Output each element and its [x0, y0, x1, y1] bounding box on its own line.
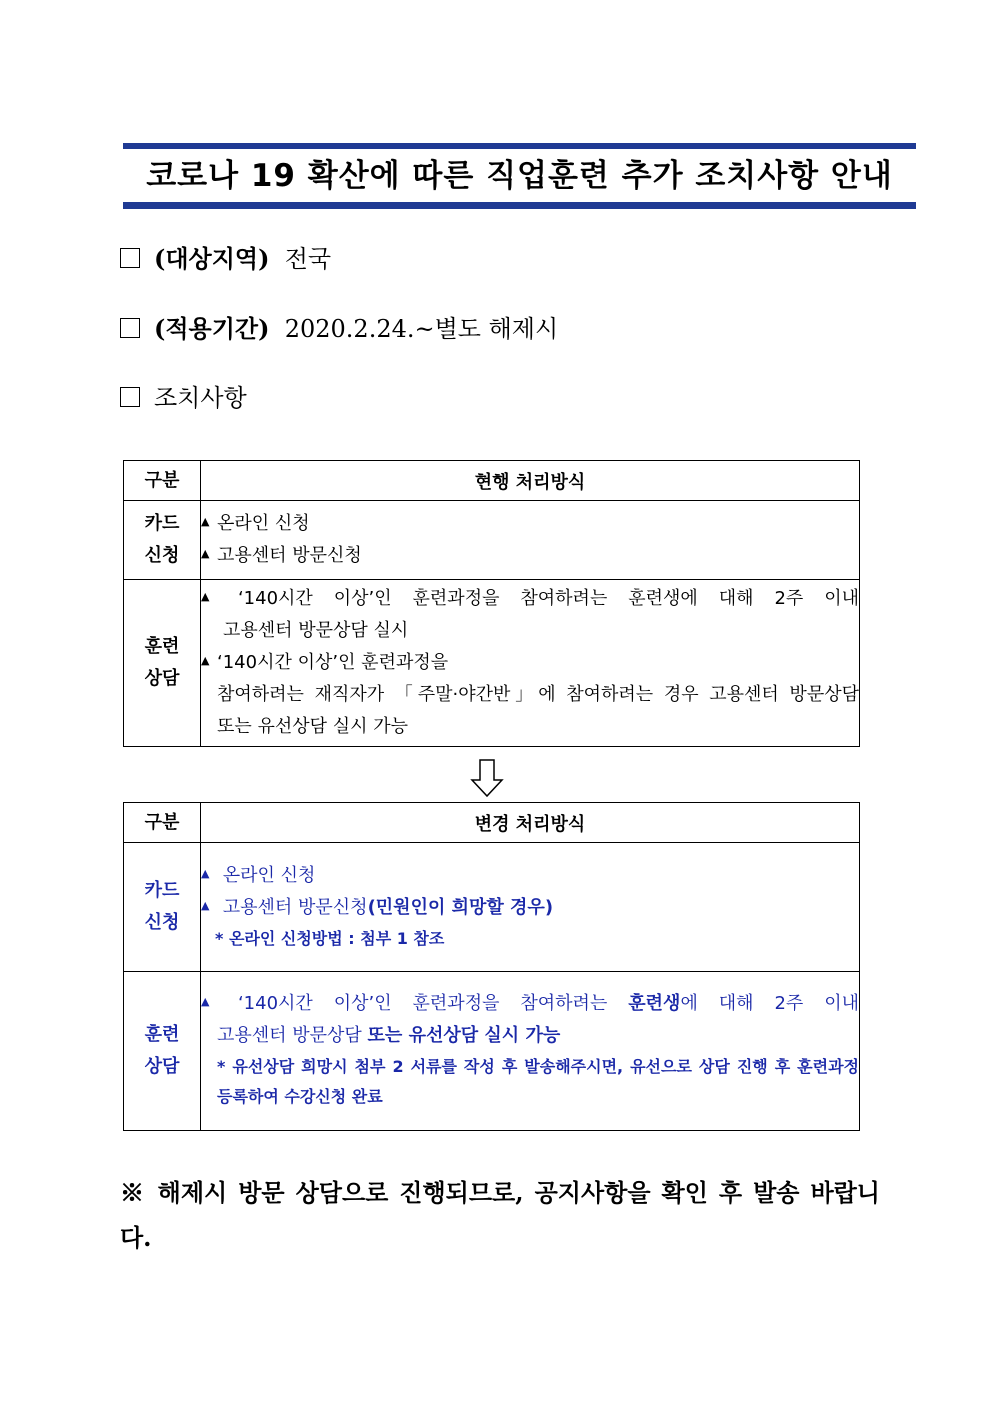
changed-card-content [201, 843, 860, 972]
triangle-bullet-icon: ▲ [201, 547, 210, 560]
title-top-bar [123, 143, 916, 149]
item-label: 조치사항 [154, 384, 247, 412]
checkbox-icon [120, 387, 140, 407]
list-item: ▲ ‘140시간 이상’인 훈련과정을 [201, 647, 859, 679]
list-item: ▲ 고용센터 방문신청 [201, 540, 859, 572]
list-item: ▲ 온라인 신청 [201, 508, 859, 540]
footer-notice: ※ 해제시 방문 상담으로 진행되므로, 공지사항을 확인 후 발송 바랍니다. [120, 1178, 880, 1252]
changed-method-table [123, 802, 860, 1131]
current-header-category: 구분 [124, 461, 201, 501]
list-item-continuation: 고용센터 방문상담 또는 유선상담 실시 가능 [217, 1025, 561, 1046]
item-measures [120, 381, 247, 415]
triangle-bullet-icon: ▲ [201, 654, 210, 667]
item-label: (적용기간) [154, 314, 270, 343]
triangle-bullet-icon: ▲ [201, 867, 210, 880]
triangle-bullet-icon: ▲ [201, 899, 210, 912]
checkbox-icon [120, 318, 140, 338]
current-card-category: 카드 신청 [124, 501, 201, 580]
item-period [120, 312, 558, 346]
current-method-table [123, 460, 860, 747]
item-label: (대상지역) [154, 244, 270, 273]
list-item-continuation: 참여하려는 재직자가 「주말·야간반」에 참여하려는 경우 고용센터 방문상담 [217, 684, 859, 705]
current-card-content [201, 501, 860, 580]
list-item: ▲ ‘140시간 이상’인 훈련과정을 참여하려는 훈련생에 대해 2주 이내 [201, 583, 859, 615]
changed-header-category: 구분 [124, 803, 201, 843]
changed-counsel-content [201, 972, 860, 1131]
triangle-bullet-icon: ▲ [201, 515, 210, 528]
page-title: 코로나 19 확산에 따른 직업훈련 추가 조치사항 안내 [146, 158, 893, 194]
changed-card-category: 카드 신청 [124, 843, 201, 972]
down-arrow-icon [469, 758, 505, 798]
current-header-method: 현행 처리방식 [201, 461, 860, 501]
current-counsel-content [201, 580, 860, 747]
list-item-continuation: 또는 유선상담 실시 가능 [217, 716, 409, 737]
changed-counsel-category: 훈련 상담 [124, 972, 201, 1131]
item-target-region [120, 242, 331, 276]
list-item: ▲ 고용센터 방문신청(민원인이 희망할 경우) [201, 892, 859, 924]
list-item: ▲ 온라인 신청 [201, 860, 859, 892]
counsel-note: * 유선상담 희망시 첨부 2 서류를 작성 후 발송해주시면, 유선으로 상담 진행 후 훈련과정 등록하여 수강신청 완료 [217, 1057, 859, 1106]
title-block [123, 143, 916, 210]
item-value: 2020.2.24.~별도 해제시 [284, 315, 559, 343]
list-item: ▲ ‘140시간 이상’인 훈련과정을 참여하려는 훈련생에 대해 2주 이내 [201, 988, 859, 1020]
list-item-continuation: 고용센터 방문상담 실시 [223, 620, 409, 641]
changed-header-method: 변경 처리방식 [201, 803, 860, 843]
checkbox-icon [120, 248, 140, 268]
current-counsel-category: 훈련 상담 [124, 580, 201, 747]
triangle-bullet-icon: ▲ [201, 995, 210, 1008]
title-bottom-bar [123, 202, 916, 209]
triangle-bullet-icon: ▲ [201, 590, 210, 603]
item-value: 전국 [284, 245, 332, 273]
card-note: * 온라인 신청방법 : 첨부 1 참조 [215, 929, 445, 948]
